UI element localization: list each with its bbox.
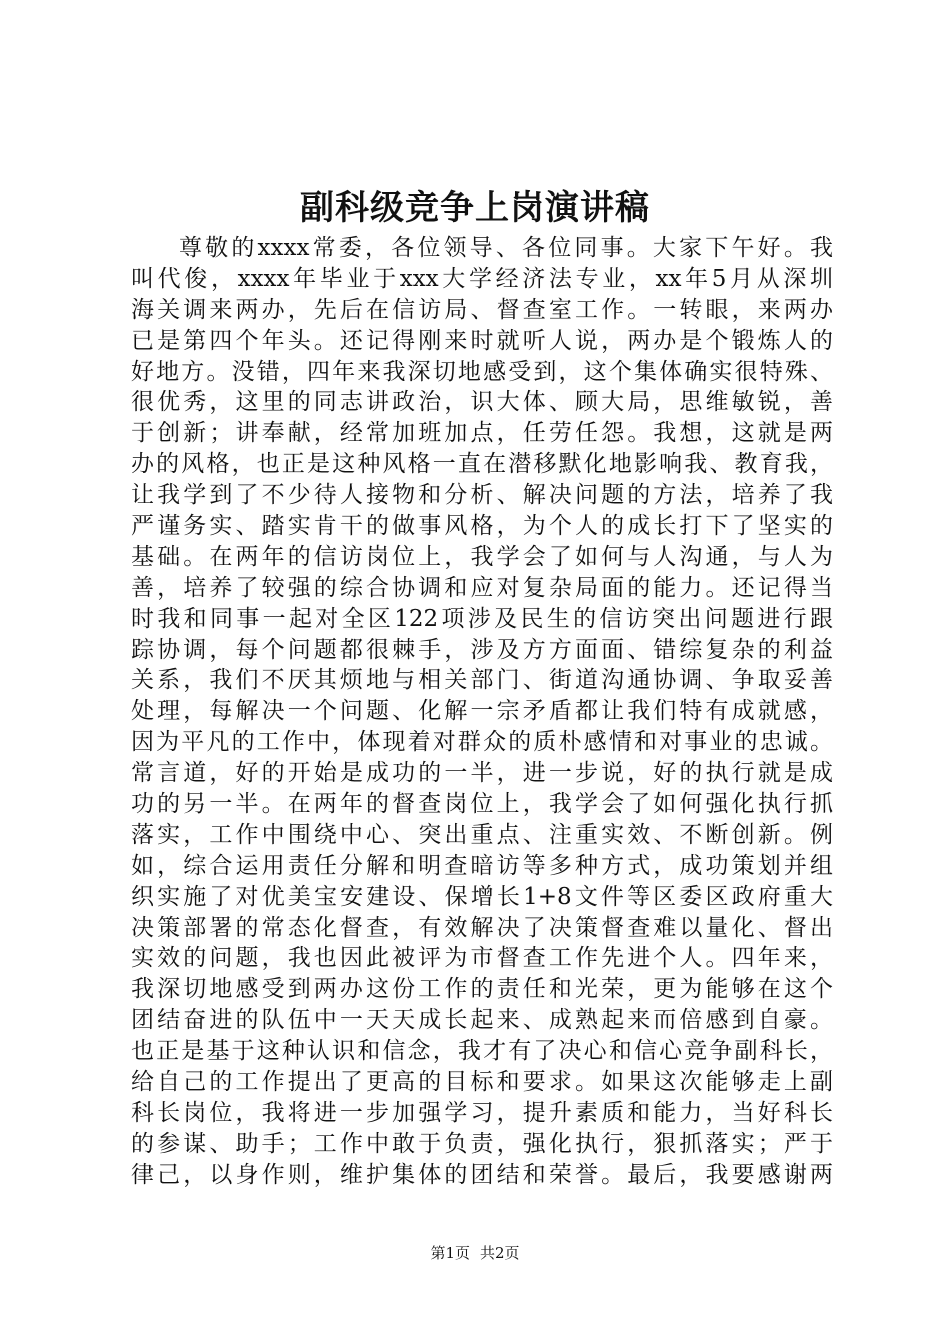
body-line: 团结奋进的队伍中一天天成长起来、成熟起来而倍感到自豪。: [131, 1007, 833, 1034]
body-line: 功的另一半。在两年的督查岗位上，我学会了如何强化执行抓: [131, 791, 833, 818]
document-body: [131, 233, 833, 1191]
body-line: 处理，每解决一个问题、化解一宗矛盾都让我们特有成就感，: [131, 698, 833, 725]
body-line: 如，综合运用责任分解和明查暗访等多种方式，成功策划并组: [131, 852, 833, 879]
body-line: 落实，工作中围绕中心、突出重点、注重实效、不断创新。例: [131, 821, 833, 848]
body-line: 实效的问题，我也因此被评为市督查工作先进个人。四年来，: [131, 945, 833, 972]
body-line: 因为平凡的工作中，体现着对群众的质朴感情和对事业的忠诚。: [131, 729, 833, 756]
page-total: 共2页: [480, 1244, 520, 1262]
body-line: 给自己的工作提出了更高的目标和要求。如果这次能够走上副: [131, 1069, 833, 1096]
body-line: 也正是基于这种认识和信念，我才有了决心和信心竞争副科长，: [131, 1038, 833, 1065]
page-footer: [0, 1243, 950, 1263]
body-line: 踪协调，每个问题都很棘手，涉及方方面面、错综复杂的利益: [131, 636, 833, 663]
body-line: 让我学到了不少待人接物和分析、解决问题的方法，培养了我: [131, 482, 833, 509]
body-line: 我深切地感受到两办这份工作的责任和光荣，更为能够在这个: [131, 976, 833, 1003]
body-line: 时我和同事一起对全区122项涉及民生的信访突出问题进行跟: [131, 605, 833, 632]
body-line: 严谨务实、踏实肯干的做事风格，为个人的成长打下了坚实的: [131, 513, 833, 540]
body-line: 常言道，好的开始是成功的一半，进一步说，好的执行就是成: [131, 760, 833, 787]
body-line: 的参谋、助手；工作中敢于负责，强化执行，狠抓落实；严于: [131, 1130, 833, 1157]
body-line: 决策部署的常态化督查，有效解决了决策督查难以量化、督出: [131, 914, 833, 941]
body-line: 已是第四个年头。还记得刚来时就听人说，两办是个锻炼人的: [131, 327, 833, 354]
body-line: 尊敬的xxxx常委，各位领导、各位同事。大家下午好。我: [179, 235, 833, 261]
body-line: 律己，以身作则，维护集体的团结和荣誉。最后，我要感谢两: [131, 1161, 833, 1188]
body-line: 很优秀，这里的同志讲政治，识大体、顾大局，思维敏锐，善: [131, 389, 833, 416]
body-line: 关系，我们不厌其烦地与相关部门、街道沟通协调、争取妥善: [131, 667, 833, 694]
body-line: 织实施了对优美宝安建设、保增长1+8文件等区委区政府重大: [131, 883, 833, 910]
body-line: 办的风格，也正是这种风格一直在潜移默化地影响我、教育我，: [131, 451, 833, 478]
body-line: 基础。在两年的信访岗位上，我学会了如何与人沟通，与人为: [131, 543, 833, 570]
page-number: 第1页: [430, 1244, 470, 1262]
body-line: 海关调来两办，先后在信访局、督查室工作。一转眼，来两办: [131, 296, 833, 323]
body-line: 好地方。没错，四年来我深切地感受到，这个集体确实很特殊、: [131, 358, 833, 385]
body-line: 于创新；讲奉献，经常加班加点，任劳任怨。我想，这就是两: [131, 420, 833, 447]
document-title: 副科级竞争上岗演讲稿: [300, 188, 650, 228]
body-line: 善，培养了较强的综合协调和应对复杂局面的能力。还记得当: [131, 574, 833, 601]
body-line: 叫代俊，xxxx年毕业于xxx大学经济法专业，xx年5月从深圳: [131, 265, 833, 292]
body-line: 科长岗位，我将进一步加强学习，提升素质和能力，当好科长: [131, 1099, 833, 1126]
